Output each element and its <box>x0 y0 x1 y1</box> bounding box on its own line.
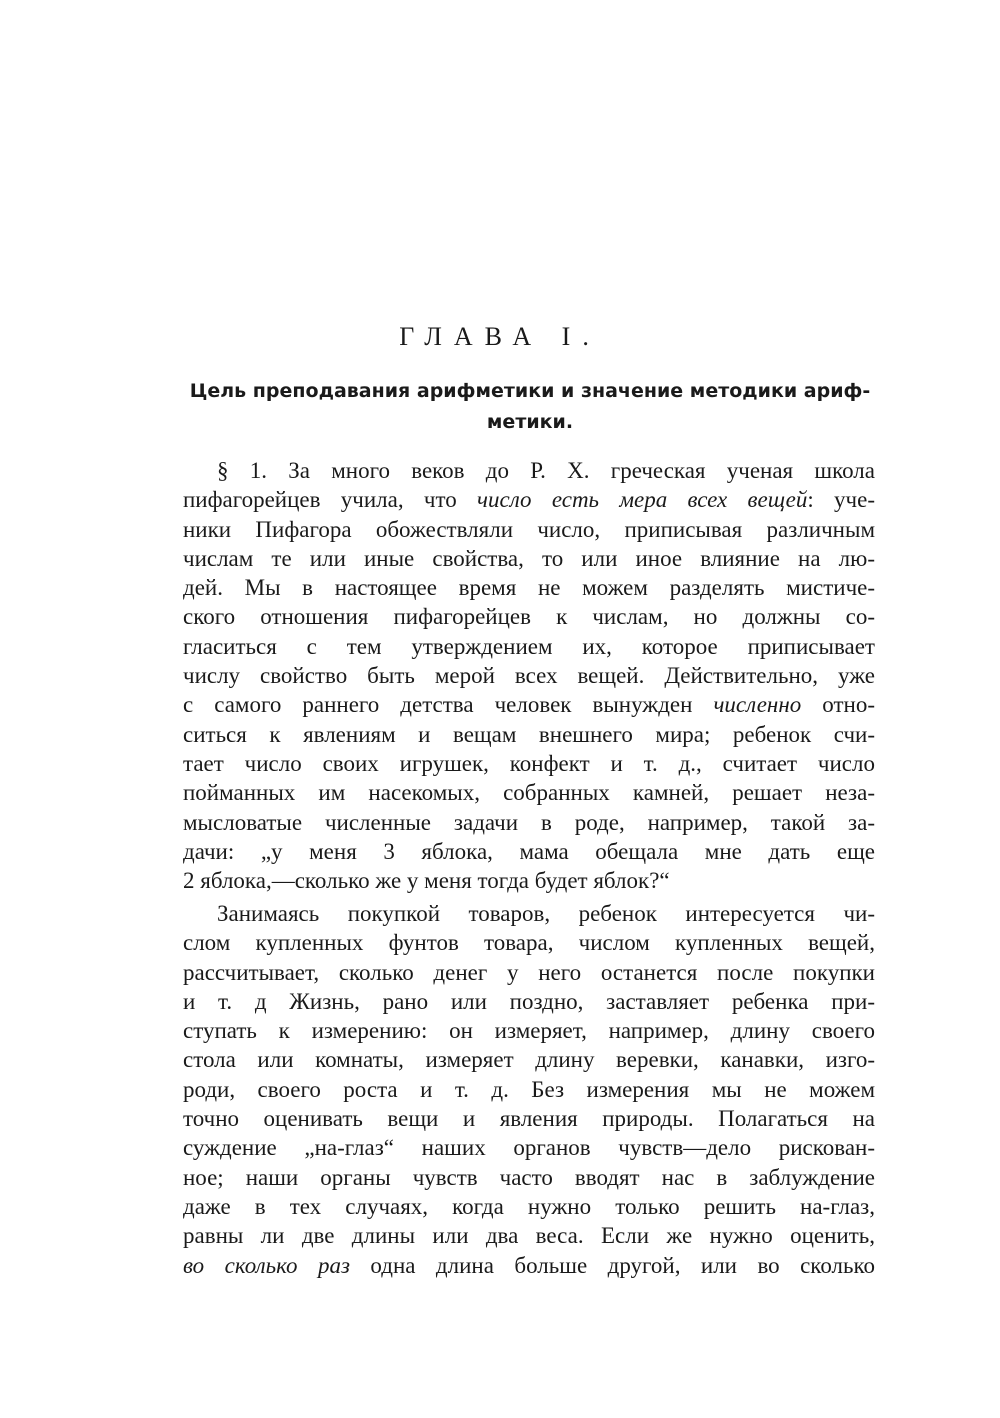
text-line: слом купленных фунтов товара, числом купленных вещей, <box>183 930 875 956</box>
chapter-title: ГЛАВА I. <box>399 322 601 351</box>
text-line: ступать к измерению: он измеряет, например, длину своего <box>183 1018 875 1044</box>
text-line: дей. Мы в настоящее время не можем разделять мистиче- <box>183 575 875 601</box>
italic-run: число есть мера всех вещей <box>477 487 808 513</box>
heading-line: Цель преподавания арифметики и значение методики ариф- <box>189 380 871 402</box>
text-line <box>183 690 875 719</box>
text-line: § 1. За много веков до Р. Х. греческая ученая школа <box>217 458 875 483</box>
text-line <box>183 1251 875 1280</box>
paragraph-1 <box>183 456 875 895</box>
text-run: одна длина больше другой, или во сколько <box>349 1252 875 1278</box>
text-line: роди, своего роста и т. д. Без измерения мы не можем <box>183 1076 875 1102</box>
text-line: ное; наши органы чувств часто вводят нас в заблуждение <box>183 1164 875 1190</box>
italic-run: численно <box>713 692 802 718</box>
text-line: тает число своих игрушек, конфект и т. д., считает число <box>183 750 875 776</box>
text-line: дачи: „у меня 3 яблока, мама обещала мне дать еще <box>183 838 875 864</box>
text-line: суждение „на-глаз“ наших органов чувств—дело рискован- <box>183 1135 875 1161</box>
text-line: мысловатые численные задачи в роде, например, такой за- <box>183 809 875 835</box>
text-line: пойманных им насекомых, собранных камней, решает неза- <box>183 780 875 806</box>
text-run: : уче- <box>807 487 875 513</box>
text-run: пифагорейцев учила, что <box>183 487 478 513</box>
italic-run: во сколько раз <box>183 1252 350 1278</box>
text-line: рассчитывает, сколько денег у него останется после покупки <box>183 959 875 985</box>
text-line <box>183 485 875 514</box>
text-line: гласиться с тем утверждением их, которое приписывает <box>183 633 875 659</box>
text-line: стола или комнаты, измеряет длину веревки, канавки, изго- <box>183 1047 875 1073</box>
text-line: равны ли две длины или два веса. Если же нужно оценить, <box>183 1223 875 1249</box>
text-line: Занимаясь покупкой товаров, ребенок интересуется чи- <box>217 901 875 926</box>
text-line: 2 яблока,—сколько же у меня тогда будет яблок?“ <box>183 868 670 894</box>
text-line: числам те или иные свойства, то или иное влияние на лю- <box>183 545 875 571</box>
paragraph-2 <box>183 899 875 1280</box>
text-run: отно- <box>801 692 875 718</box>
text-line: и т. д Жизнь, рано или поздно, заставляет ребенка при- <box>183 988 875 1014</box>
text-line: числу свойство быть мерой всех вещей. Действительно, уже <box>183 663 875 689</box>
text-line: ситься к явлениям и вещам внешнего мира; ребенок счи- <box>183 721 875 747</box>
text-line: точно оценивать вещи и явления природы. Полагаться на <box>183 1106 875 1132</box>
text-line: даже в тех случаях, когда нужно только решить на-глаз, <box>183 1193 875 1219</box>
text-line: ского отношения пифагорейцев к числам, но должны со- <box>183 604 875 630</box>
chapter-heading <box>182 376 878 438</box>
heading-line: метики. <box>486 411 574 433</box>
text-run: с самого раннего детства человек вынужден <box>183 692 714 718</box>
text-line: ники Пифагора обожествляли число, приписывая различным <box>183 516 875 542</box>
